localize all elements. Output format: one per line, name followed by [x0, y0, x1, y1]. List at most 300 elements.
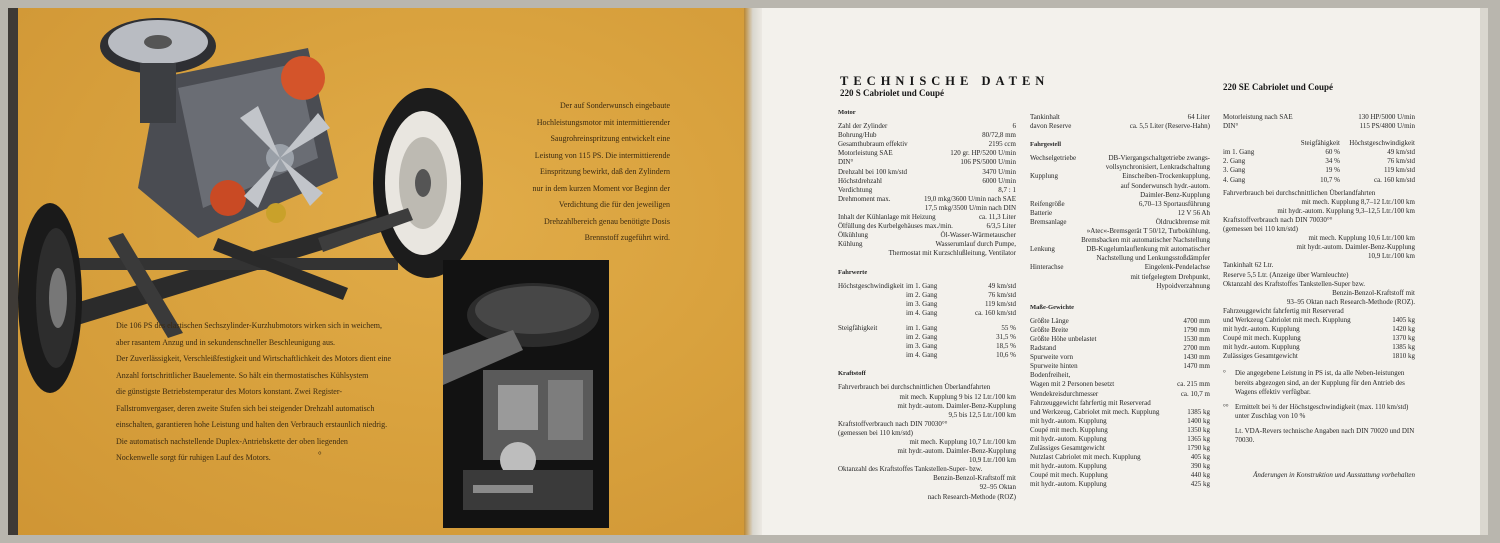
spec-value: 3470 U/min — [982, 167, 1016, 176]
text-line: Saugrohreinspritzung entwickelt eine — [550, 134, 670, 143]
text-line: mit hydr.-autom. Daimler-Benz-Kupplung — [897, 447, 1016, 456]
spec-label — [1030, 227, 1087, 236]
spec-row — [838, 168, 1016, 177]
spec-value: mit tiefgelegtem Drehpunkt, — [1130, 272, 1210, 281]
text-line: 93–95 Oktan nach Research-Methode (ROZ). — [1286, 297, 1415, 306]
text-line: Hochleistungsmotor mit intermittierender — [536, 117, 670, 127]
spec-row — [1030, 390, 1210, 399]
spec-value: ca. 11,3 Liter — [978, 213, 1016, 222]
spec-value: 405 kg — [1190, 453, 1210, 462]
spec-value: ca. 160 km/std — [974, 308, 1016, 317]
spec-row — [1030, 122, 1210, 131]
spec-value: 2195 ccm — [988, 140, 1016, 149]
spec-value: 1350 kg — [1187, 425, 1210, 434]
spec-label: Lenkung — [1030, 245, 1055, 254]
spec-value: 1530 mm — [1183, 334, 1210, 343]
spec-value: 4700 mm — [1183, 316, 1210, 325]
spec-value: 425 kg — [1190, 480, 1210, 489]
text-line: Kraftstoffverbrauch nach DIN 70030°° — [838, 419, 948, 428]
spec-label: Größte Höhe unbelastet — [1030, 334, 1097, 343]
text-line: Leistung von 115 PS. Die intermittierende — [534, 150, 670, 160]
spec-row — [838, 204, 1016, 213]
spec-label: mit hydr.-autom. Kupplung — [1223, 325, 1300, 334]
engine-photo — [443, 260, 609, 528]
table-cell: 10,7 % — [1320, 175, 1340, 184]
spec-value: 130 HP/5000 U/min — [1358, 113, 1415, 121]
text-line: Fallstromvergaser, deren zweite Stufen sich bei steigender Drehzahl automatisch — [116, 403, 375, 413]
spec-value: Einscheiben-Trockenkupplung, — [1122, 172, 1210, 181]
text-line: mit hydr.-autom. Kupplung 9,3–12,5 Ltr./100 km — [1277, 206, 1415, 215]
spec-label — [838, 204, 925, 213]
spec-label: Fahrzeuggewicht fahrfertig mit Reserverad — [1030, 398, 1151, 407]
spec-value: 18,5 % — [996, 342, 1016, 351]
spec-column-1 — [838, 108, 1016, 502]
disclaimer-footer: Änderungen in Konstruktion und Ausstattung vorbehalten — [1253, 471, 1415, 480]
gear-label: im 2. Gang — [906, 290, 938, 299]
gear-label: im 4. Gang — [906, 308, 938, 317]
spec-row — [838, 282, 1016, 291]
table-cell: 119 km/std — [1383, 166, 1415, 175]
se-weight-list — [1223, 316, 1415, 361]
gear-label: im 1. Gang — [906, 323, 938, 332]
text-line: Drehzahlbereich genau benötigte Dosis — [544, 216, 670, 226]
text-line: aber rasantem Anzug und in sekundenschneller Beschleunigung aus. — [116, 337, 336, 347]
spec-row — [1030, 444, 1210, 453]
text-line: mit mech. Kupplung 10,7 Ltr./100 km — [909, 438, 1016, 446]
spec-value: 1400 kg — [1187, 416, 1210, 425]
section-heading-motor: Motor — [838, 109, 856, 116]
spec-label: Gesamthubraum effektiv — [838, 140, 908, 149]
text-line: Benzin-Benzol-Kraftstoff mit — [933, 474, 1016, 483]
text-line: Die 106 PS des elastischen Sechszylinder-Kurzhubmotors wirken sich in weichem, — [116, 321, 383, 330]
spec-row — [838, 195, 1016, 204]
spec-label: Inhalt der Kühlanlage mit Heizung — [838, 213, 936, 222]
spec-value: 76 km/std — [988, 290, 1016, 299]
spec-value: 6/3,5 Liter — [986, 222, 1016, 231]
page-edge — [1480, 8, 1488, 535]
spec-label: DIN° — [1223, 122, 1239, 131]
spec-label: und Werkzeug, Cabriolet mit mech. Kupplung — [1030, 407, 1160, 416]
section-heading-kraftstoff: Kraftstoff — [838, 370, 866, 378]
spec-row — [1030, 435, 1210, 444]
spec-value: 119 km/std — [984, 299, 1016, 308]
table-row — [1223, 148, 1415, 157]
text-line: 92–95 Oktan — [979, 483, 1016, 492]
spec-row — [1030, 245, 1210, 254]
spec-row — [838, 186, 1016, 195]
spec-label: mit hydr.-autom. Kupplung — [1030, 416, 1107, 425]
spec-row — [1030, 273, 1210, 282]
gear-label: im 3. Gang — [906, 299, 938, 308]
text-line: mit hydr.-autom. Daimler-Benz-Kupplung — [1296, 243, 1415, 252]
spec-row — [838, 309, 1016, 318]
spec-value: 390 kg — [1190, 462, 1210, 471]
text-line: die günstigste Betriebstemperatur des Motors konstant. Zwei Register- — [116, 387, 343, 396]
spec-row — [838, 249, 1016, 258]
spec-label: Ölfüllung des Kurbelgehäuses max./min. — [838, 222, 953, 231]
spec-row — [1223, 334, 1415, 343]
text-line: mit hydr.-autom. Daimler-Benz-Kupplung — [897, 401, 1016, 410]
spec-label: Zulässiges Gesamtgewicht — [1030, 444, 1105, 453]
spec-value: 1420 kg — [1392, 325, 1415, 334]
spec-row — [838, 131, 1016, 140]
spec-row — [1223, 113, 1415, 122]
footnote-text: Die angegebene Leistung in PS ist, da alle Neben-leistungen bereits abgezogen sind, an der Kupplung für den Antrieb des Wagens effektiv verfügbar. — [1235, 369, 1405, 396]
text-line: 10,9 Ltr./100 km — [968, 456, 1016, 465]
spec-row — [1030, 326, 1210, 335]
footnote-text: Ermittelt bei ¾ der Höchstgeschwindigkeit (max. 110 km/std) unter Zuschlag von 10 % — [1235, 402, 1409, 420]
spec-label: davon Reserve — [1030, 122, 1072, 131]
spec-value: Öldruckbremse mit — [1155, 217, 1210, 226]
table-row — [1223, 157, 1415, 166]
spec-label: Spurweite vorn — [1030, 353, 1073, 362]
spec-value: 1370 kg — [1392, 334, 1415, 343]
spec-row — [1030, 371, 1210, 380]
spec-row — [1030, 417, 1210, 426]
section-heading-fahrgestell: Fahrgestell — [1030, 141, 1062, 149]
spec-row — [1030, 362, 1210, 371]
section-heading-masse: Maße-Gewichte — [1030, 303, 1075, 311]
spec-label: Reifengröße — [1030, 199, 1065, 208]
spec-label: mit hydr.-autom. Kupplung — [1030, 435, 1107, 443]
spec-row — [1030, 218, 1210, 227]
footnote — [1223, 403, 1415, 421]
spec-row — [1223, 316, 1415, 325]
spec-value: Eingelenk-Pendelachse — [1144, 263, 1210, 272]
spec-label — [838, 291, 906, 300]
spec-value: 12 V 56 Ah — [1177, 208, 1210, 217]
text-line: Nockenwelle sorgt für ruhigen Lauf des Motors. — [116, 453, 271, 462]
spec-value: DB-Viergangschaltgetriebe zwangs- — [1108, 154, 1210, 163]
spec-label — [1030, 282, 1156, 291]
text-line: Fahrverbrauch bei durchschnittlichen Überlandfahrten — [838, 383, 991, 392]
climb-spec-list — [838, 324, 1016, 360]
spec-row — [1030, 113, 1210, 122]
page-title: TECHNISCHE DATEN — [840, 74, 1050, 88]
spec-row — [1030, 335, 1210, 344]
spec-row — [1030, 263, 1210, 272]
spec-row — [1030, 462, 1210, 471]
spec-label: mit hydr.-autom. Kupplung — [1030, 480, 1107, 489]
table-cell: 49 km/std — [1387, 148, 1415, 157]
spec-row — [838, 122, 1016, 131]
motor-spec-list — [838, 122, 1016, 258]
spec-value: Bremsbacken mit automatischer Nachstellung — [1081, 236, 1210, 245]
spec-label: Verdichtung — [838, 185, 873, 194]
table-cell: ca. 160 km/std — [1373, 175, 1415, 184]
spec-row — [1030, 154, 1210, 163]
spec-value: 49 km/std — [988, 281, 1016, 290]
text-line: (gemessen bei 110 km/std) — [838, 428, 913, 437]
spec-row — [1030, 408, 1210, 417]
se-table-header — [1223, 139, 1415, 148]
speed-spec-list — [838, 282, 1016, 318]
spec-value: 106 PS/5000 U/min — [960, 158, 1016, 167]
spec-value: Hypoidverzahnung — [1156, 281, 1210, 290]
spec-row — [1030, 172, 1210, 181]
spec-value: 31,5 % — [996, 333, 1016, 342]
model-heading-220s: 220 S Cabriolet und Coupé — [840, 88, 945, 98]
spec-row — [838, 222, 1016, 231]
spec-label: Motorleistung SAE — [838, 149, 893, 158]
spec-value: 6,70–13 Sportausführung — [1138, 199, 1210, 208]
spec-value: 1365 kg — [1187, 435, 1210, 443]
footnotes — [1223, 369, 1415, 445]
spec-value: 1385 kg — [1187, 407, 1210, 416]
spec-value: 80/72,8 mm — [982, 131, 1016, 140]
spec-label: mit hydr.-autom. Kupplung — [1223, 343, 1300, 352]
spec-value: Öl-Wasser-Wärmetauscher — [940, 231, 1016, 240]
spec-row — [1030, 282, 1210, 291]
spec-row — [1030, 254, 1210, 263]
footnote-mark: ° — [1223, 369, 1226, 378]
text-line: nach Research-Methode (ROZ) — [927, 492, 1016, 501]
spec-value: 6000 U/min — [982, 176, 1016, 185]
spec-label: Motorleistung nach SAE — [1223, 113, 1293, 121]
table-cell: 76 km/std — [1387, 157, 1415, 166]
spec-label: Batterie — [1030, 208, 1053, 217]
spec-label — [1030, 182, 1121, 191]
spec-label — [1030, 163, 1106, 172]
text-line: nur in dem kurzen Moment vor Beginn der — [532, 183, 670, 193]
text-line: Der auf Sonderwunsch eingebaute — [560, 101, 670, 110]
spec-label: Größte Breite — [1030, 325, 1069, 334]
table-header: Höchstgeschwindigkeit — [1349, 139, 1415, 148]
text-line: Fahrverbrauch bei durchschnittlichen Überlandfahrten — [1223, 188, 1376, 197]
spec-row — [838, 240, 1016, 249]
spec-label: Coupé mit mech. Kupplung — [1030, 471, 1108, 480]
spec-value: 1790 kg — [1187, 444, 1210, 453]
spec-label: Radstand — [1030, 344, 1057, 353]
text-line: einschalten, garantieren hohe Leistung und halten den Verbrauch erstaunlich niedrig. — [116, 420, 388, 429]
text-line: Anzahl fortschrittlicher Bauelemente. So hält ein thermostatisches Kühlsystem — [116, 370, 369, 380]
gear-label: 3. Gang — [1223, 166, 1246, 175]
spec-row — [1223, 325, 1415, 334]
section-heading-fahrwerte: Fahrwerte — [838, 268, 868, 276]
spec-value: Thermostat mit Kurzschlußleitung, Ventilator — [888, 249, 1016, 258]
spec-value: 10,6 % — [996, 351, 1016, 360]
spec-value: 17,5 mkg/3500 U/min nach DIN — [924, 203, 1016, 212]
spec-row — [1030, 453, 1210, 462]
spec-column-3 — [1223, 113, 1415, 480]
spec-label — [838, 249, 889, 258]
table-header: Steigfähigkeit — [1300, 139, 1340, 148]
spec-label: Zahl der Zylinder — [838, 122, 888, 131]
gear-label: im 4. Gang — [906, 351, 938, 360]
table-cell: 34 % — [1325, 157, 1340, 166]
spec-label — [838, 300, 906, 309]
table-row — [1223, 176, 1415, 185]
spec-value: Daimler-Benz-Kupplung — [1140, 190, 1210, 199]
spec-label — [838, 309, 906, 318]
spec-label: Coupé mit mech. Kupplung — [1030, 425, 1108, 434]
spec-value: 1470 mm — [1183, 362, 1210, 371]
spec-value: 115 PS/4800 U/min — [1359, 122, 1415, 131]
gear-label: im 1. Gang — [1223, 148, 1255, 157]
spec-row — [1030, 200, 1210, 209]
text-line: Oktanzahl des Kraftstoffes Tankstellen-Super bzw. — [1223, 279, 1366, 288]
spec-label: Kupplung — [1030, 172, 1058, 181]
spec-row — [1030, 191, 1210, 200]
text-line: Brennstoff zugeführt wird. — [584, 233, 670, 242]
spec-value: 2700 mm — [1183, 344, 1210, 353]
spec-row — [1030, 344, 1210, 353]
text-line: Einspritzung bewirkt, daß den Zylindern — [540, 167, 670, 176]
text-line: (gemessen bei 110 km/std) — [1223, 225, 1298, 234]
footnote — [1223, 369, 1415, 396]
spec-value: Wasserumlauf durch Pumpe, — [935, 240, 1016, 249]
spec-label: Steigfähigkeit — [838, 323, 878, 332]
text-line: Kraftstoffverbrauch nach DIN 70030°° — [1223, 215, 1333, 224]
spec-value: 64 Liter — [1187, 113, 1210, 121]
spec-label: Tankinhalt — [1030, 113, 1060, 121]
footnote — [1223, 427, 1415, 445]
spec-label: Kühlung — [838, 240, 863, 249]
spec-label — [1030, 191, 1140, 200]
spec-label: und Werkzeug Cabriolet mit mech. Kupplung — [1223, 315, 1351, 324]
table-row — [1223, 166, 1415, 175]
spec-row — [838, 351, 1016, 360]
footnote-text: Lt. VDA-Revers technische Angaben nach DIN 70020 und DIN 70030. — [1235, 426, 1415, 444]
gear-label: im 3. Gang — [906, 342, 938, 351]
text-line: 10,9 Ltr./100 km — [1367, 252, 1415, 261]
spec-row — [838, 149, 1016, 158]
spec-value: Nachstellung und Lenkungsstoßdämpfer — [1096, 254, 1210, 263]
spec-row — [838, 158, 1016, 167]
spec-value: 1405 kg — [1392, 315, 1415, 324]
spec-label — [838, 333, 906, 342]
spec-column-2 — [1030, 113, 1210, 490]
gear-label: 2. Gang — [1223, 157, 1246, 166]
spec-value: 1385 kg — [1392, 343, 1415, 352]
spec-row — [1030, 317, 1210, 326]
page-edge — [8, 8, 18, 535]
gear-label: im 1. Gang — [906, 281, 938, 290]
spec-row — [1030, 480, 1210, 489]
table-cell: 60 % — [1325, 148, 1340, 157]
spec-row — [1030, 209, 1210, 218]
text-line: Die automatisch nachstellende Duplex-Antriebskette der oben liegenden — [116, 436, 348, 446]
spec-label: Wagen mit 2 Personen besetzt — [1030, 380, 1115, 389]
spec-label: Bohrung/Hub — [838, 131, 877, 140]
spec-value: 19,0 mkg/3600 U/min nach SAE — [924, 194, 1016, 203]
promo-text-engine — [116, 318, 446, 467]
spec-label: Coupé mit mech. Kupplung — [1223, 334, 1301, 343]
spec-label: Hinterachse — [1030, 263, 1064, 272]
spec-label: Höchstdrehzahl — [838, 176, 882, 185]
spec-label: Drehzahl bei 100 km/std — [838, 167, 908, 176]
spec-value: DB-Kugelumlauflenkung mit automatischer — [1086, 245, 1210, 254]
spec-row — [1030, 227, 1210, 236]
spec-label — [1030, 236, 1081, 245]
spec-value: ca. 5,5 Liter (Reserve-Hahn) — [1129, 122, 1210, 131]
text-line: 9,5 bis 12,5 Ltr./100 km — [948, 410, 1016, 419]
spec-row — [838, 324, 1016, 333]
spec-label — [1030, 254, 1096, 263]
fuel-spec-list — [838, 383, 1016, 501]
spec-value: 6 — [1012, 122, 1016, 131]
chassis-spec-list — [1030, 154, 1210, 290]
spec-value: vollsynchronisiert, Lenkradschaltung — [1105, 163, 1210, 172]
spec-value: 1790 mm — [1183, 325, 1210, 334]
spec-row — [1030, 426, 1210, 435]
text-line: Tankinhalt 62 Ltr. — [1223, 261, 1274, 270]
text-line: Benzin-Benzol-Kraftstoff mit — [1332, 288, 1415, 297]
promo-text-injection — [450, 98, 670, 247]
spec-label: mit hydr.-autom. Kupplung — [1030, 462, 1107, 471]
text-line: Oktanzahl des Kraftstoffes Tankstellen-Super- bzw. — [838, 465, 983, 474]
se-gear-table — [1223, 148, 1415, 184]
spec-row — [1030, 380, 1210, 389]
spec-row — [838, 291, 1016, 300]
spec-label: Wendekreisdurchmesser — [1030, 389, 1099, 398]
spec-label: Größte Länge — [1030, 316, 1069, 325]
gear-label: 4. Gang — [1223, 175, 1246, 184]
spec-value: 120 gr. HP/5200 U/min — [950, 149, 1016, 158]
spec-label: Bremsanlage — [1030, 217, 1067, 226]
spec-value: 8,7 : 1 — [998, 185, 1016, 194]
spec-row — [1030, 353, 1210, 362]
table-cell: 19 % — [1325, 166, 1340, 175]
spec-label: Ölkühlung — [838, 231, 868, 240]
spec-row — [838, 140, 1016, 149]
spec-value: 1430 mm — [1183, 353, 1210, 362]
spec-row — [1223, 343, 1415, 352]
spec-row — [1030, 236, 1210, 245]
dimensions-spec-list — [1030, 317, 1210, 490]
footnote-mark: °° — [1223, 402, 1229, 411]
spec-value: auf Sonderwunsch hydr.-autom. — [1120, 181, 1210, 190]
text-line: Fahrzeuggewicht fahrfertig mit Reserverad — [1223, 306, 1344, 315]
spec-row — [1030, 182, 1210, 191]
spec-row — [1030, 471, 1210, 480]
footnote-mark — [1223, 427, 1235, 445]
text-line: mit mech. Kupplung 8,7–12 Ltr./100 km — [1301, 197, 1415, 206]
spec-label: Bodenfreiheit, — [1030, 371, 1071, 380]
spec-row — [838, 333, 1016, 342]
tank-spec-list — [1030, 113, 1210, 131]
spec-value: »Atec«-Bremsgerät T 50/12, Turbokühlung, — [1086, 227, 1210, 236]
spec-value: 55 % — [1001, 323, 1016, 332]
text-line: Verdichtung die für den jeweiligen — [558, 200, 670, 209]
text-line: mit mech. Kupplung 10,6 Ltr./100 km — [1308, 234, 1415, 243]
gear-label: im 2. Gang — [906, 333, 938, 342]
se-consumption-list — [1223, 189, 1415, 307]
model-heading-220se: 220 SE Cabriolet und Coupé — [1223, 82, 1334, 92]
se-power-list — [1223, 113, 1415, 131]
spec-label: Spurweite hinten — [1030, 362, 1078, 371]
spec-label: Höchstgeschwindigkeit — [838, 281, 904, 290]
spec-label — [838, 351, 906, 360]
spec-row — [1223, 122, 1415, 131]
spec-row — [838, 342, 1016, 351]
spec-row — [1030, 163, 1210, 172]
footnote-mark: ° — [318, 450, 322, 460]
spec-row — [838, 300, 1016, 309]
text-line: Der Zuverlässigkeit, Verschleißfestigkeit und Wirtschaftlichkeit des Motors dient eine — [116, 354, 392, 363]
spec-value: ca. 215 mm — [1177, 380, 1210, 389]
spec-label: DIN° — [838, 158, 854, 167]
spec-label — [1030, 273, 1130, 282]
spec-label: Zulässiges Gesamtgewicht — [1223, 352, 1298, 361]
spec-value: 1810 kg — [1392, 352, 1415, 361]
spec-row — [838, 213, 1016, 222]
spec-label: Wechselgetriebe — [1030, 154, 1077, 163]
spec-row — [1030, 399, 1210, 408]
spec-label: Nutzlast Cabriolet mit mech. Kupplung — [1030, 453, 1141, 462]
spec-value: ca. 10,7 m — [1180, 389, 1210, 398]
spec-row — [838, 231, 1016, 240]
